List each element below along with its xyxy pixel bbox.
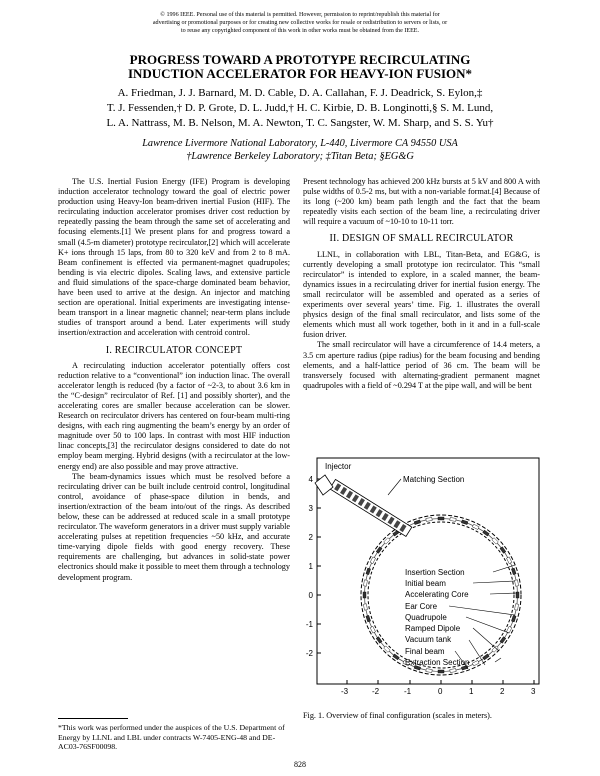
x-tick-label: -2 [372, 687, 380, 696]
y-tick-label: 2 [308, 533, 313, 542]
label-insertion-section: Insertion Section [405, 568, 465, 577]
y-tick-label: 3 [308, 504, 313, 513]
label-matching-section: Matching Section [403, 475, 465, 484]
quadrupole [363, 592, 366, 598]
label-quadrupole: Quadrupole [405, 613, 447, 622]
quadrupole [511, 568, 516, 575]
label-accelerating-core: Accelerating Core [405, 590, 469, 599]
ramped-dipole [506, 557, 511, 564]
ramped-dipole [450, 517, 456, 521]
ramped-dipole [426, 517, 432, 521]
footnote-text: *This work was performed under the auspices of the U.S. Department of Energy by LLNL and LBL under contracts W-7405-ENG-48 and DE-AC03-76SF00098. [58, 723, 285, 751]
affiliations [30, 137, 570, 163]
affiliation-line-2: †Lawrence Berkeley Laboratory; ‡Titan Beta; §EG&G [186, 151, 414, 162]
figure-caption: Fig. 1. Overview of final configuration (scales in meters). [303, 711, 492, 720]
copyright-notice: © 1996 IEEE. Personal use of this material is permitted. However, permission to reprint/republish this material for advertising or promotional purposes or for creating new collective works for resale or redistribution to servers or lists, or to reuse any copyrighted component of this work in other works must be obtained from the IEEE. [152, 12, 448, 34]
x-tick-label: 0 [438, 687, 443, 696]
label-extraction-section: Extraction Section [405, 658, 470, 667]
y-tick-label: 0 [308, 591, 313, 600]
footnote [58, 718, 290, 752]
quadrupole [366, 615, 371, 622]
leader-line [449, 606, 515, 615]
authors-line-2: T. J. Fessenden,† D. P. Grote, D. L. Judd,† H. C. Kirbie, D. B. Longinotti,§ S. M. Lund, [106, 102, 494, 114]
y-tick-label: -2 [305, 649, 313, 658]
page-number: 828 [294, 760, 306, 769]
y-tick-label: 4 [308, 475, 313, 484]
section-2-paragraph-1: LLNL, in collaboration with LBL, Titan-Beta, and EG&G, is currently developing a small prototype ion recirculator. This “small recirculator” is intended to explore, in a scaled manner, the beam-dynamics issues in a recirculating driver for inertial fusion energy. The small recirculator will be assembled and operated as a series of experiments over several years’ time. Fig. 1. illustrates the overall physics design of the final small recirculator, and lists some of the elements which must all work together, both in it and in a full-scale fusion driver. [303, 249, 540, 340]
quadrupole [511, 615, 516, 622]
ramped-dipole [363, 604, 367, 610]
ramped-dipole [472, 524, 479, 529]
leader-line [490, 593, 517, 594]
ramped-dipole [363, 580, 367, 586]
ramped-dipole [370, 557, 375, 564]
quadrupole [438, 517, 444, 520]
ramped-dipole [515, 604, 519, 610]
right-continuation-paragraph: Present technology has achieved 200 kHz bursts at 5 kV and 800 A with pulse widths of 0.5-2 ms, but with a non-variable format.[4] Because of its long (~200 km) beam path length and the fact that the beam repeatedly visits each section of the beam line, a recirculating driver will require a vacuum of ~10-10 to 10-11 torr. [303, 177, 540, 227]
abstract-paragraph: The U.S. Inertial Fusion Energy (IFE) Program is developing induction accelerator technology toward the goal of electric power production using Heavy-Ion beam-driven inertial Fusion (HIF). The recirculating induction accelerator promises driver cost reduction by repeatedly passing the beam through the same set of accelerating and focusing elements.[1] We present plans for and progress toward a small (4.5-m diameter) prototype recirculator,[2] which will accelerate K+ ions through 15 laps, from 80 to 320 keV and from 2 to 8 mA. Beam confinement is effected via permanent-magnet quadrupoles; bending is via electric dipoles. Scaling laws, and extensive particle and fluid simulations of the space-charge dominated beam behavior, have been used to arrive at the design. An injector and matching section are operational. Initial experiments are investigating intense-beam transport in a linear magnetic channel; near-term plans include studies of transport around a bend. Later experiments will study insertion/extraction and acceleration with centroid control. [58, 177, 290, 338]
ramped-dipole [515, 580, 519, 586]
section-2-heading: II. DESIGN OF SMALL RECIRCULATOR [329, 233, 514, 245]
title-line-2: INDUCTION ACCELERATOR FOR HEAVY-ION FUSION* [127, 66, 473, 81]
quadrupole [461, 520, 468, 525]
quadrupole [414, 520, 421, 525]
x-tick-labels [303, 687, 543, 697]
leader-line [388, 479, 401, 495]
section-2-paragraph-2: The small recirculator will have a circumference of 14.4 meters, a 3.5 cm aperture radius (pipe radius) for the beam focusing and bending elements, and a half-lattice period of 36 cm. The beam will be transversely focused with alternating-gradient permanent magnet quadrupoles with a field of ~0.294 T at the pipe wall, and will be bent [303, 340, 540, 390]
leader-line [466, 617, 509, 633]
title-line-1: PROGRESS TOWARD A PROTOTYPE RECIRCULATING [129, 52, 471, 67]
injector-housing [330, 479, 412, 536]
label-injector: Injector [325, 462, 352, 471]
injector-beamline [330, 479, 412, 536]
x-tick-label: -3 [341, 687, 349, 696]
injector-source [315, 475, 333, 495]
paper-title [40, 53, 560, 81]
section-1-heading: I. RECIRCULATOR CONCEPT [105, 344, 243, 356]
ramped-dipole [370, 626, 375, 633]
y-tick-label: -1 [305, 620, 313, 629]
ramped-dipole [450, 669, 456, 673]
figure-1-diagram [303, 455, 543, 687]
x-axis [347, 680, 534, 684]
label-ear-core: Ear Core [405, 602, 438, 611]
y-tick-label: 1 [308, 562, 313, 571]
authors-line-3: L. A. Nattrass, M. B. Nelson, M. A. Newton, T. C. Sangster, W. M. Sharp, and S. S. Yu† [106, 117, 494, 129]
footnote-rule [58, 718, 128, 719]
label-final-beam: Final beam [405, 647, 445, 656]
right-column [303, 177, 540, 391]
ramped-dipole [472, 660, 479, 665]
quadrupole [366, 568, 371, 575]
author-list [30, 86, 570, 131]
authors-line-1: A. Friedman, J. J. Barnard, M. D. Cable, D. A. Callahan, F. J. Deadrick, S. Eylon,‡ [117, 87, 483, 99]
x-tick-label: 3 [531, 687, 536, 696]
x-tick-label: 2 [500, 687, 505, 696]
affiliation-line-1: Lawrence Livermore National Laboratory, L-440, Livermore CA 94550 USA [142, 138, 458, 149]
leader-line [495, 658, 501, 662]
section-1-paragraph-1: A recirculating induction accelerator potentially offers cost reduction relative to a “conventional” ion induction linac. The overall accelerator length is reduced (by a factor of ~2-3, to about 3.6 km in the “C-design” recirculator of Ref. [1] and possibly shorter), and the accelerating cores are smaller because acceleration can be slower. Research on recirculator drivers has centered on four-beam multi-ring designs, with each ring augmenting the beam’s energy by an order of magnitude over 50 to 100 laps. In contrast with most HIF induction linac concepts,[3] the recirculator designs considered to date do not employ beam merging. Hybrid designs (with a recirculator at the low-energy end) are also possible and may prove attractive. [58, 360, 290, 471]
leader-line [473, 581, 515, 583]
figure-1 [303, 455, 543, 696]
x-tick-label: -1 [404, 687, 412, 696]
label-ramped-dipole: Ramped Dipole [405, 624, 461, 633]
left-column [58, 177, 290, 583]
label-initial-beam: Initial beam [405, 579, 446, 588]
x-tick-label: 1 [469, 687, 474, 696]
quadrupole [438, 670, 444, 673]
y-axis [306, 475, 321, 658]
leader-line [493, 565, 515, 572]
ramped-dipole [426, 669, 432, 673]
section-1-paragraph-2: The beam-dynamics issues which must be resolved before a recirculating driver can be built include centroid control, longitudinal control, avoidance of phase-space dilution in bends, and insertion/extraction of the beam into/out of the rings. As described below, these can be addressed at reduced scale in a small prototype recirculator. The waveform generators in a driver must supply variable accelerating pulses at repetition frequencies ~50 kHz, and accurate time-varying dipole fields with good energy recovery. These requirements are challenging, but advances in solid-state power electronics should make it possible to meet them through a technology development program. [58, 471, 290, 582]
label-vacuum-tank: Vacuum tank [405, 635, 452, 644]
leader-line [473, 628, 499, 651]
